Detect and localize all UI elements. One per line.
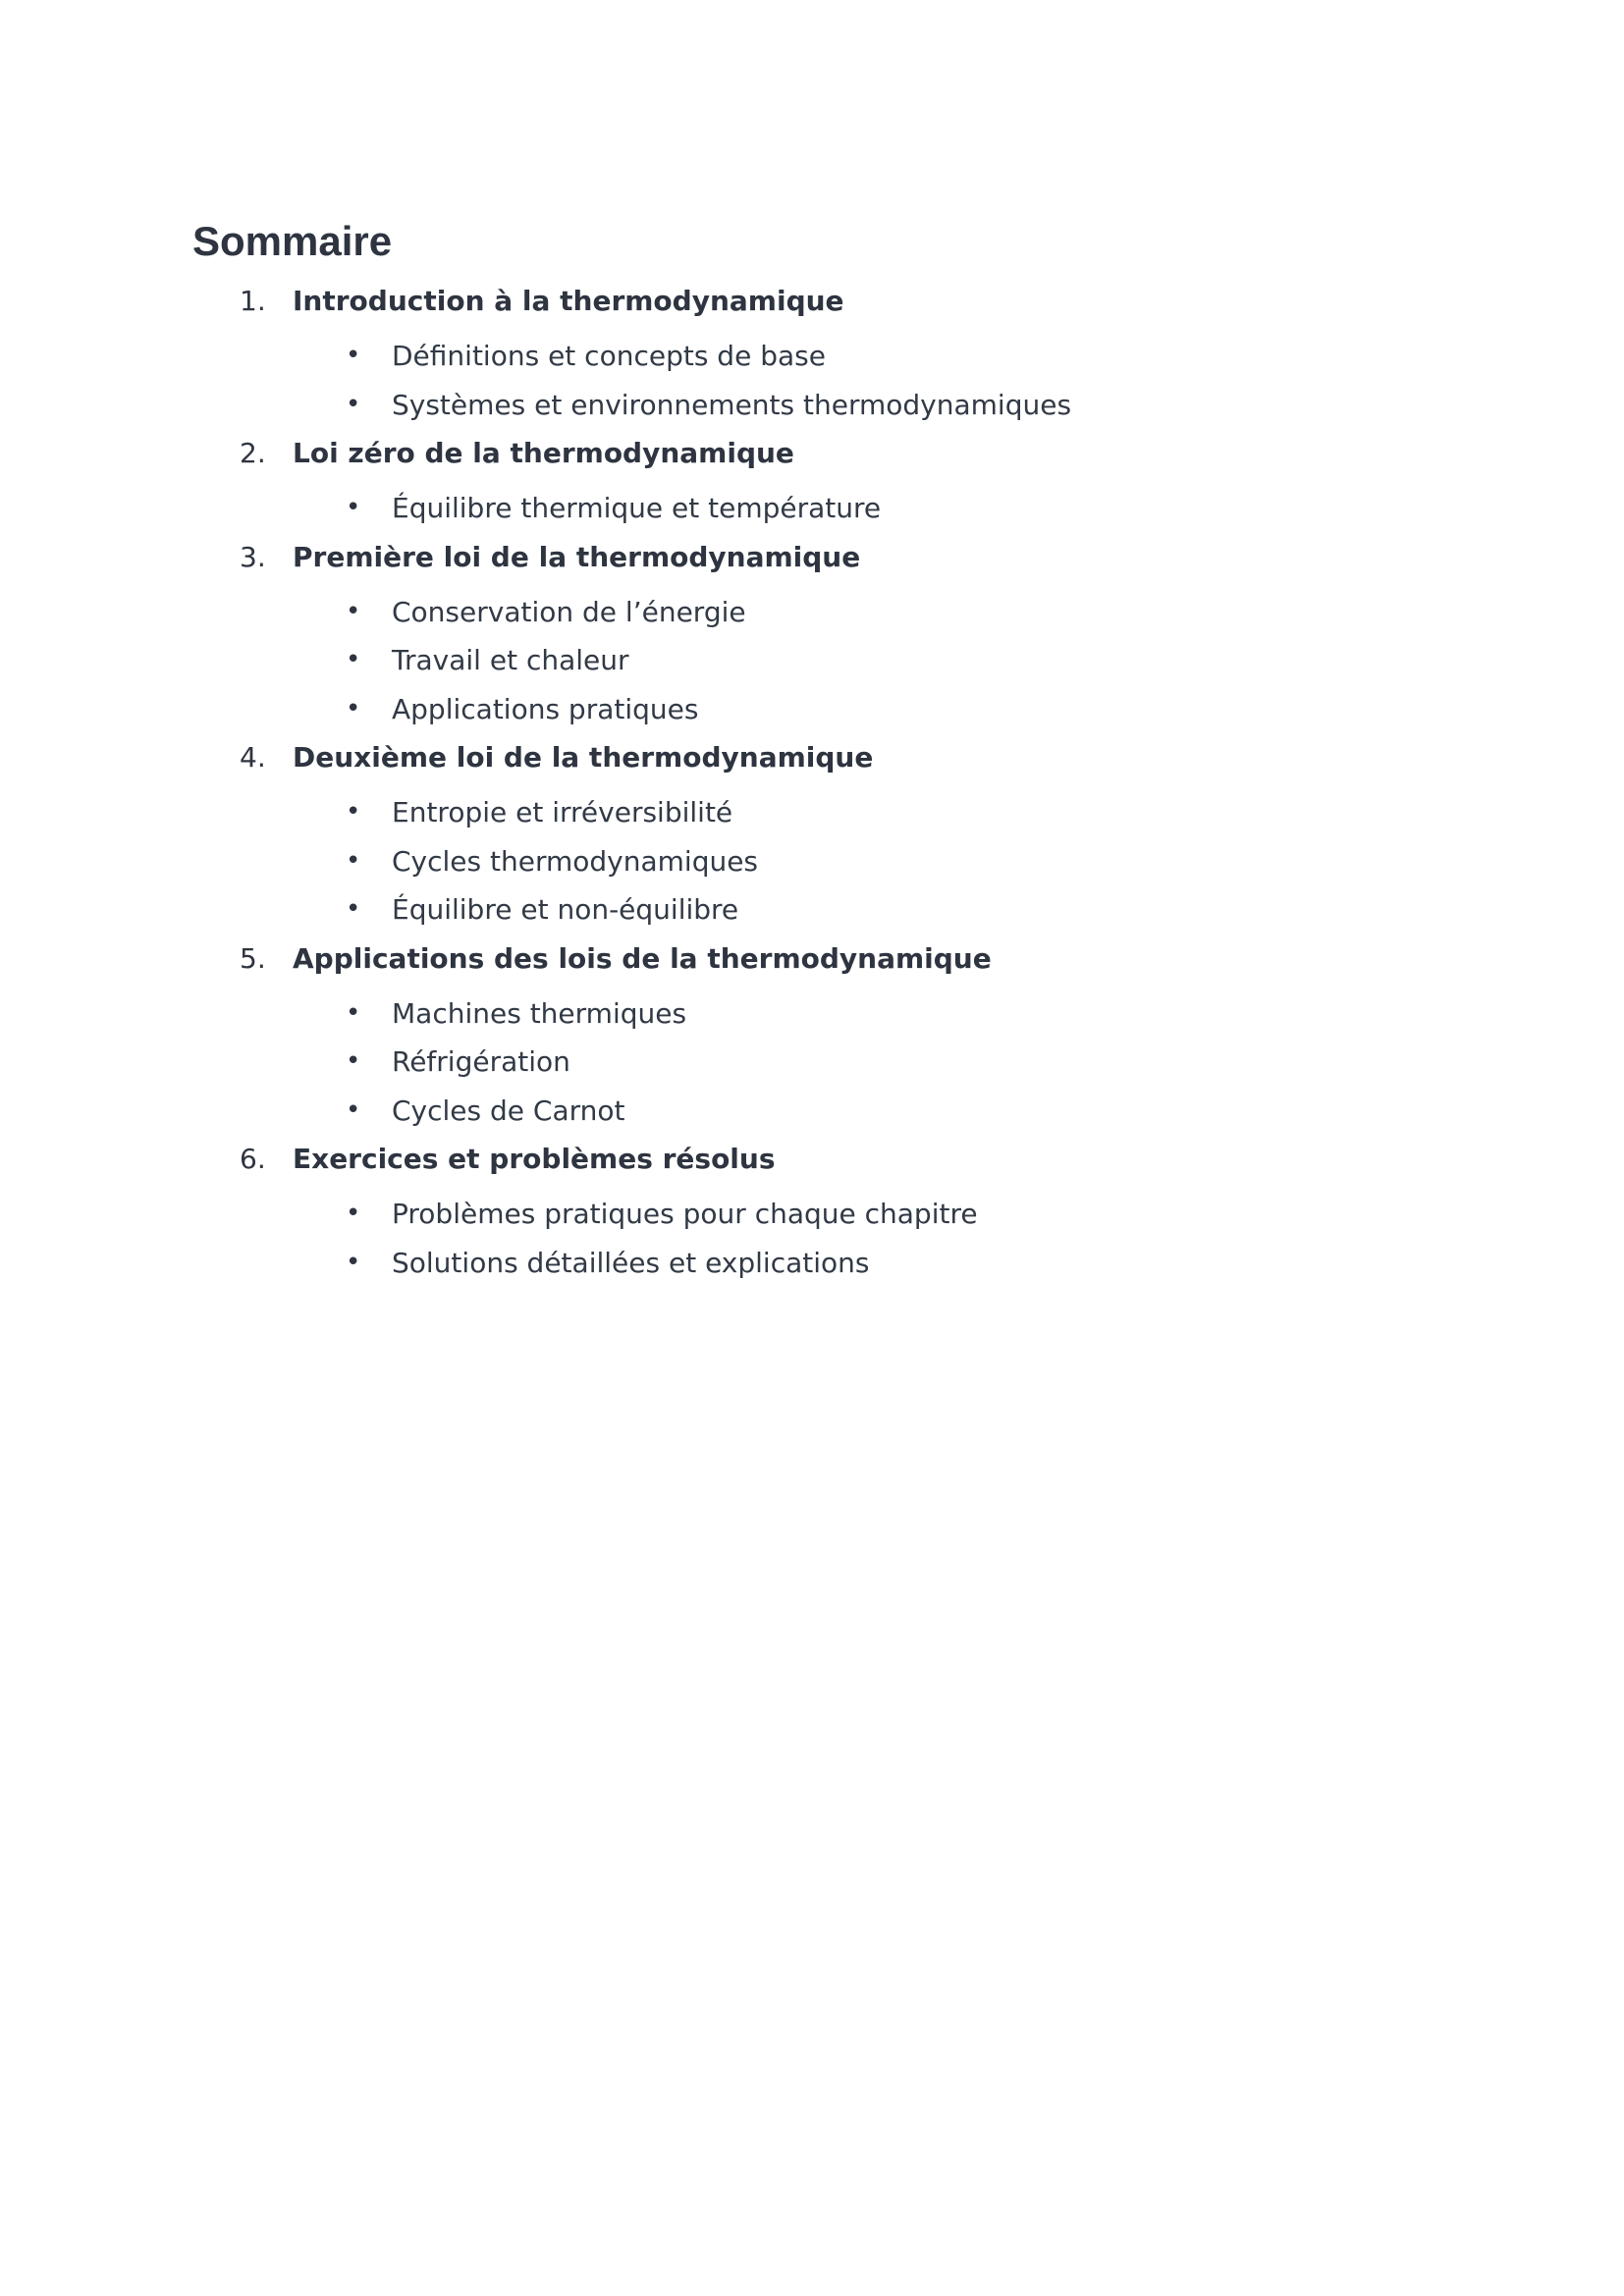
- subtopic-text: Applications pratiques: [392, 692, 699, 725]
- toc-subtopic: [0, 685, 1276, 734]
- toc-subtopic: [0, 484, 1276, 533]
- toc-chapter: [0, 934, 1624, 1136]
- bullet-icon: •: [346, 693, 361, 723]
- bullet-icon: •: [346, 645, 361, 674]
- bullet-icon: •: [346, 389, 361, 419]
- bullet-icon: •: [346, 845, 361, 876]
- toc-chapter: [0, 277, 1624, 429]
- toc-subtopic: [0, 1190, 1276, 1239]
- toc-subtopic: [0, 788, 1276, 837]
- subtopic-text: Cycles de Carnot: [392, 1094, 625, 1127]
- bullet-icon: •: [346, 997, 361, 1028]
- bullet-icon: •: [346, 596, 361, 626]
- bullet-icon: •: [346, 797, 361, 827]
- subtopic-text: Conservation de l’énergie: [392, 595, 746, 628]
- subtopic-text: Définitions et concepts de base: [392, 340, 826, 372]
- chapter-title: Deuxième loi de la thermodynamique: [293, 741, 874, 774]
- subtopic-text: Cycles thermodynamiques: [392, 844, 759, 878]
- chapter-number: 3.: [240, 540, 266, 573]
- subtopic-text: Machines thermiques: [392, 996, 687, 1030]
- toc-chapter-heading: [0, 429, 1276, 478]
- chapter-subtopics: [0, 782, 1624, 934]
- chapter-title: Loi zéro de la thermodynamique: [293, 437, 794, 469]
- toc-subtopic: [0, 332, 1276, 381]
- toc-subtopic: [0, 885, 1276, 934]
- toc-chapter: [0, 1135, 1624, 1287]
- chapter-title: Première loi de la thermodynamique: [293, 540, 861, 573]
- subtopic-text: Travail et chaleur: [392, 644, 629, 676]
- subtopic-text: Solutions détaillées et explications: [392, 1246, 870, 1279]
- table-of-contents: [0, 277, 1624, 1287]
- toc-subtopic: [0, 837, 1276, 886]
- bullet-icon: •: [346, 1046, 361, 1076]
- toc-chapter-heading: [0, 1135, 1276, 1184]
- subtopic-text: Systèmes et environnements thermodynamiques: [392, 388, 1072, 421]
- toc-chapter: [0, 533, 1624, 734]
- chapter-subtopics: [0, 326, 1624, 429]
- chapter-subtopics: [0, 1184, 1624, 1287]
- chapter-title: Exercices et problèmes résolus: [293, 1143, 776, 1175]
- chapter-number: 2.: [240, 437, 266, 469]
- bullet-icon: •: [346, 341, 361, 370]
- chapter-title: Applications des lois de la thermodynamique: [293, 941, 992, 975]
- toc-chapter-heading: [0, 934, 1276, 984]
- toc-chapter-heading: [0, 277, 1276, 326]
- chapter-subtopics: [0, 984, 1624, 1136]
- chapter-number: 4.: [240, 741, 266, 774]
- subtopic-text: Entropie et irréversibilité: [392, 796, 733, 828]
- toc-subtopic: [0, 588, 1276, 637]
- toc-subtopic: [0, 1087, 1276, 1136]
- subtopic-text: Réfrigération: [392, 1045, 570, 1078]
- toc-chapter-heading: [0, 733, 1276, 782]
- chapter-title: Introduction à la thermodynamique: [293, 285, 844, 317]
- toc-chapter-heading: [0, 533, 1276, 582]
- subtopic-text: Équilibre thermique et température: [392, 492, 882, 524]
- toc-chapter: [0, 429, 1624, 533]
- toc-subtopic: [0, 381, 1276, 430]
- subtopic-text: Problèmes pratiques pour chaque chapitre: [392, 1198, 978, 1230]
- toc-chapter: [0, 733, 1624, 934]
- chapter-number: 1.: [240, 285, 266, 317]
- toc-subtopic: [0, 1239, 1276, 1288]
- chapter-number: 6.: [240, 1143, 266, 1175]
- page-title: Sommaire: [192, 218, 393, 264]
- chapter-subtopics: [0, 478, 1624, 533]
- chapter-subtopics: [0, 582, 1624, 734]
- subtopic-text: Équilibre et non-équilibre: [392, 893, 739, 926]
- bullet-icon: •: [346, 1247, 361, 1277]
- bullet-icon: •: [346, 1095, 361, 1125]
- toc-subtopic: [0, 989, 1276, 1039]
- bullet-icon: •: [346, 493, 361, 522]
- chapter-number: 5.: [240, 941, 266, 975]
- bullet-icon: •: [346, 1199, 361, 1228]
- toc-subtopic: [0, 1038, 1276, 1087]
- toc-subtopic: [0, 636, 1276, 685]
- bullet-icon: •: [346, 894, 361, 924]
